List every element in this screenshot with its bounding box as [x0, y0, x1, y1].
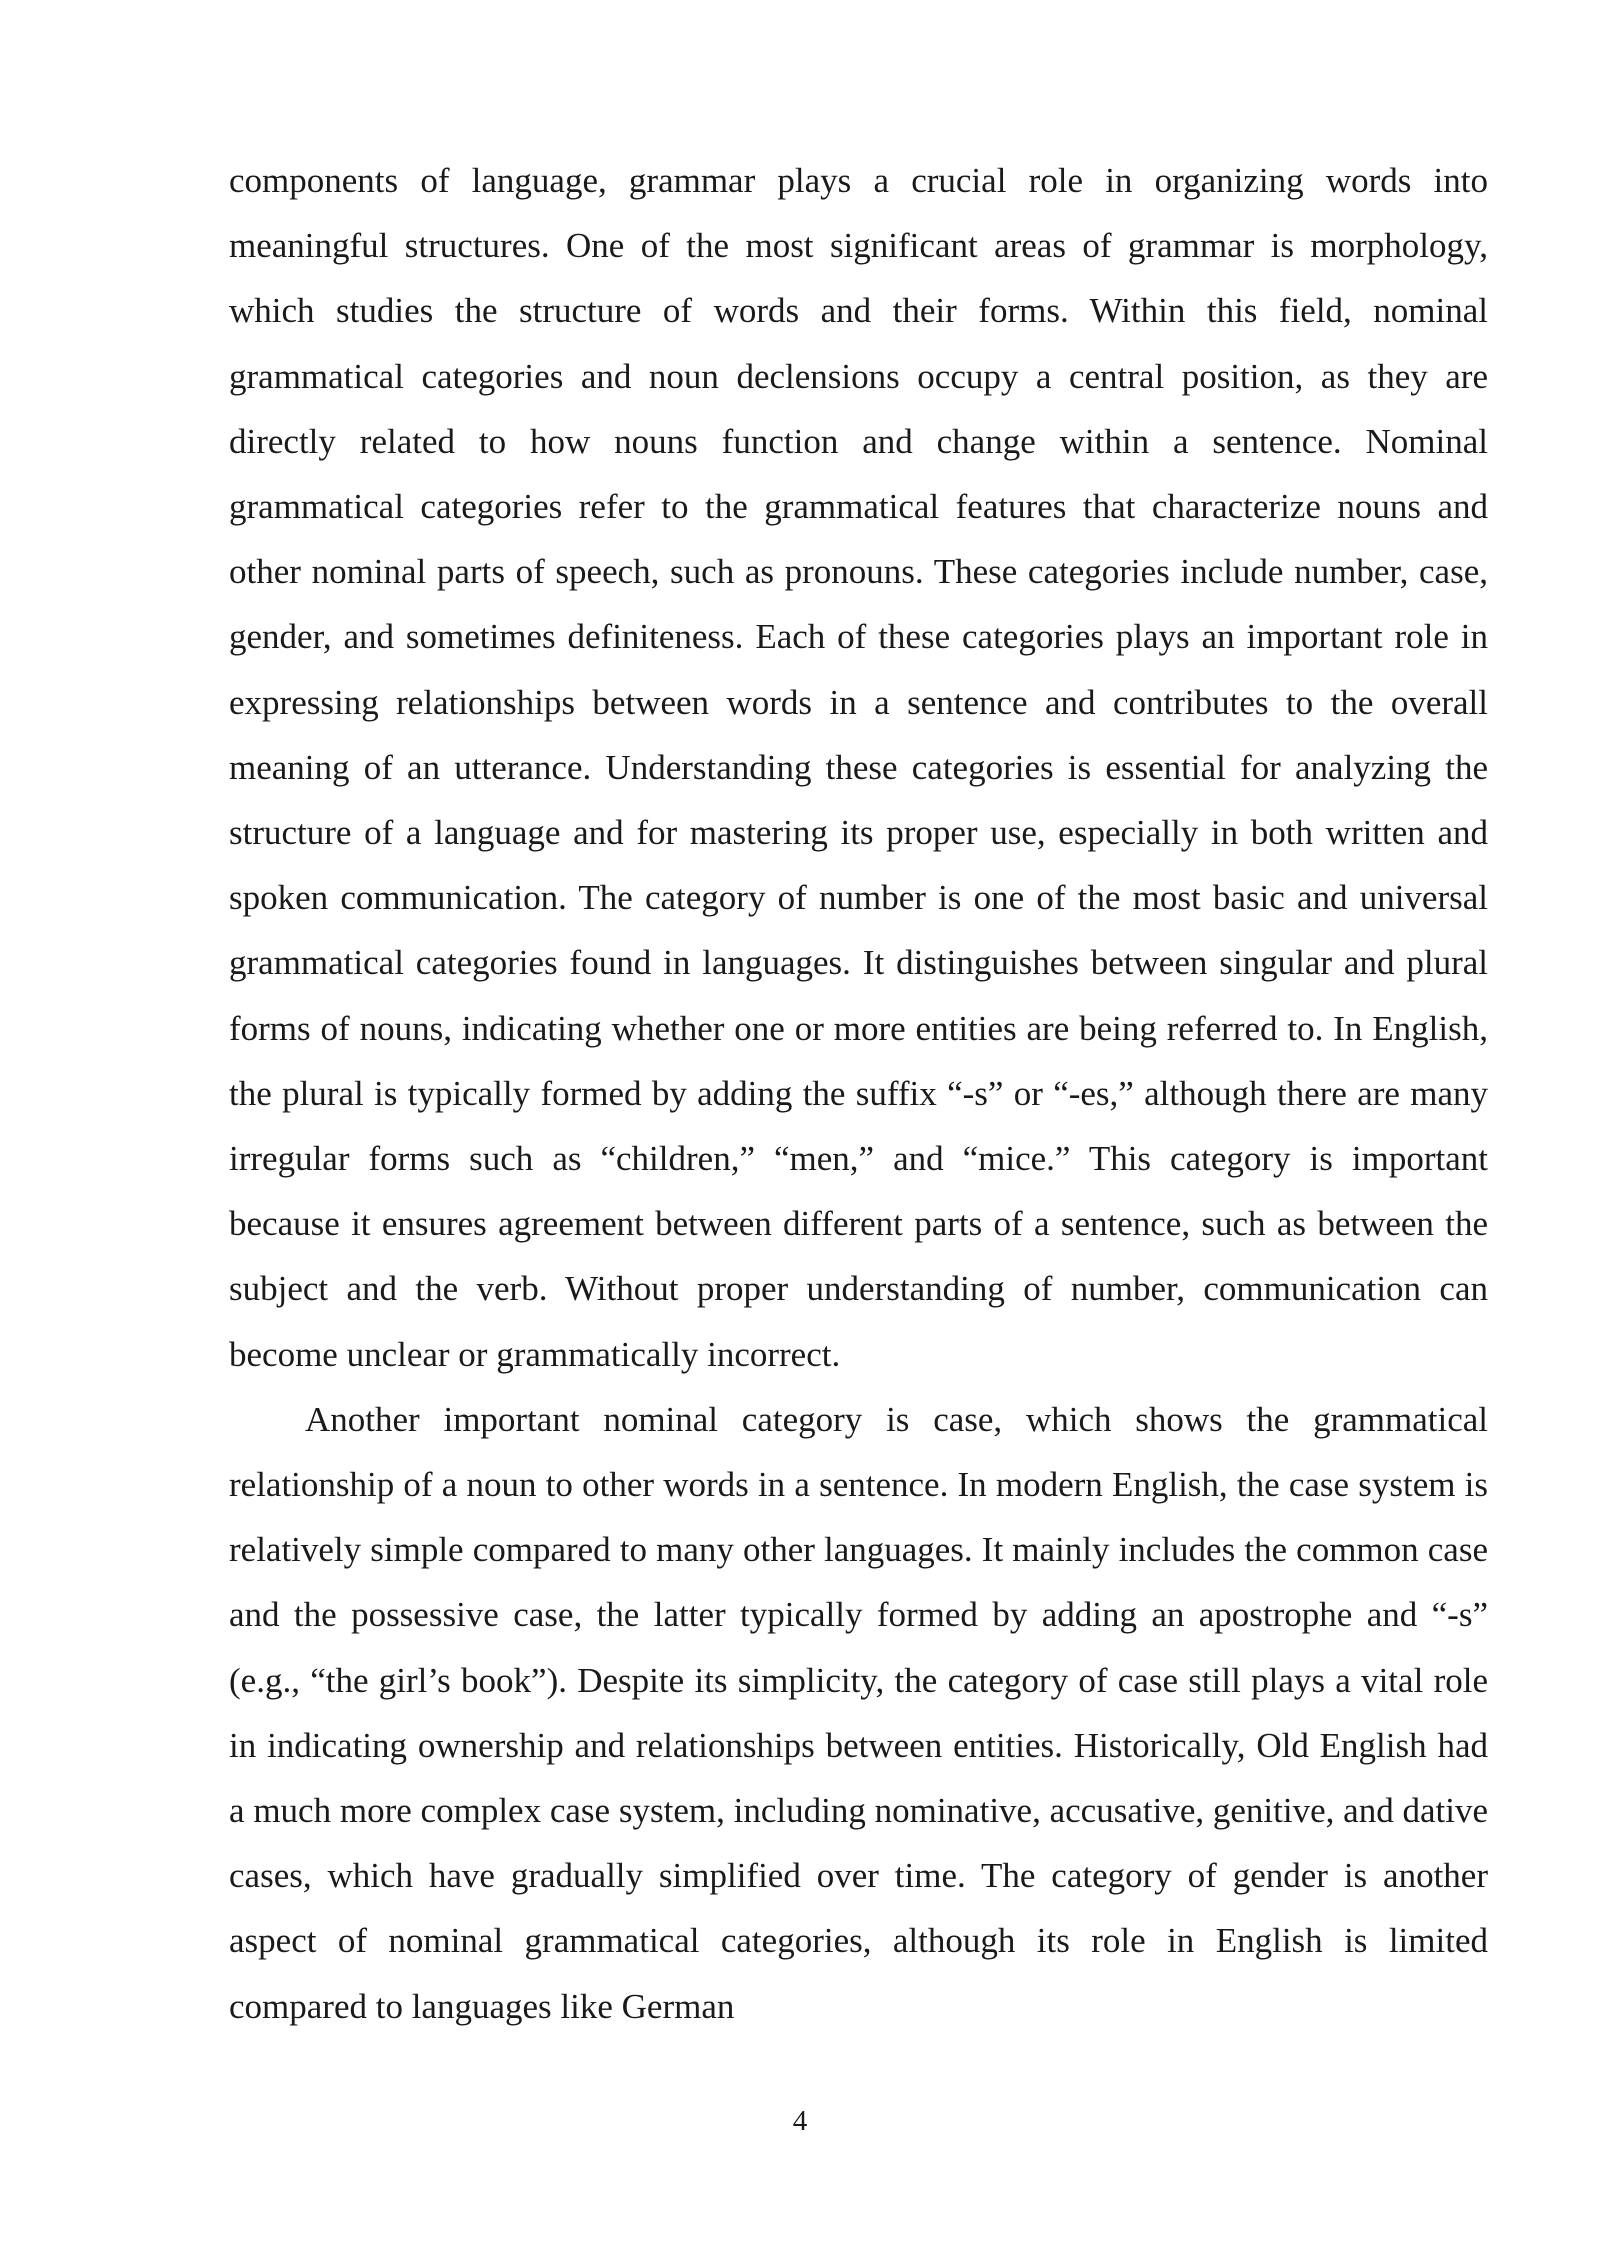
paragraph-1: components of language, grammar plays a crucial role in organizing words into meaningful structures. One of the most significant areas of grammar is morphology, which studies the structure of words and their forms. Within this field, nominal grammatical categories and noun declensions occupy a central position, as they are directly related to how nouns function and change within a sentence. Nominal grammatical categories refer to the grammatical features that characterize nouns and other nominal parts of speech, such as pronouns. These categories include number, case, gender, and sometimes definiteness. Each of these categories plays an important role in expressing relationships between words in a sentence and contributes to the overall meaning of an utterance. Understanding these categories is essential for analyzing the structure of a language and for mastering its proper use, especially in both written and spoken communication. The category of number is one of the most basic and universal grammatical categories found in languages. It distinguishes between singular and plural forms of nouns, indicating whether one or more entities are being referred to. In English, the plural is typically formed by adding the suffix “-s” or “-es,” although there are many irregular forms such as “children,” “men,” and “mice.” This category is important because it ensures agreement between different parts of a sentence, such as between the subject and the verb. Without proper understanding of number, communication can become unclear or grammatically incorrect.	[229, 161, 1488, 1374]
page-number: 4	[792, 2105, 808, 2137]
paragraph-2: Another important nominal category is case, which shows the grammatical relationship of a noun to other words in a sentence. In modern English, the case system is relatively simple compared to many other languages. It mainly includes the common case and the possessive case, the latter typically formed by adding an apostrophe and “-s” (e.g., “the girl’s book”). Despite its simplicity, the category of case still plays a vital role in indicating ownership and relationships between entities. Historically, Old English had a much more complex case system, including nominative, accusative, genitive, and dative cases, which have gradually simplified over time. The category of gender is another aspect of nominal grammatical categories, although its role in English is limited compared to languages like German	[229, 1399, 1488, 2026]
body-text	[229, 148, 1488, 2039]
